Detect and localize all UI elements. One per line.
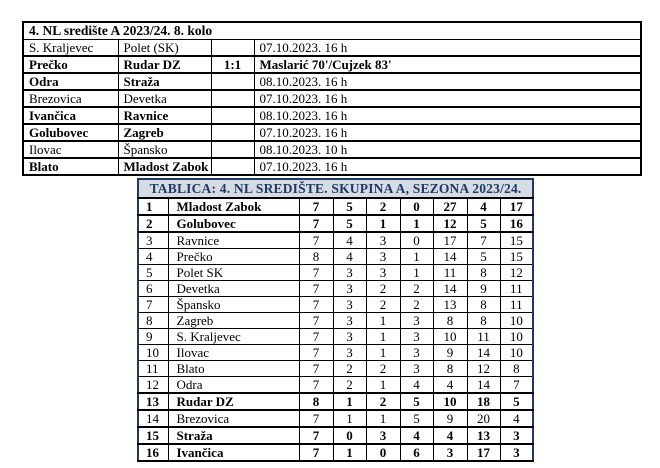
fixture-away-team: Rudar DZ (118, 56, 211, 73)
standings-points: 10 (500, 329, 533, 345)
standings-draws: 1 (366, 215, 400, 232)
standings-games-played: 7 (299, 377, 333, 394)
standings-table-title: TABLICA: 4. NL SREDIŠTE. SKUPINA A, SEZONA 2023/24. (138, 179, 533, 198)
standings-draws: 2 (366, 393, 400, 410)
standings-draws: 3 (366, 232, 400, 249)
standings-goals-for: 9 (433, 410, 467, 427)
fixture-row (23, 124, 641, 141)
standings-games-played: 7 (299, 215, 333, 232)
standings-wins: 1 (333, 444, 366, 461)
standings-row (138, 393, 533, 410)
standings-wins: 2 (333, 361, 366, 377)
fixture-home-team: Prečko (23, 56, 118, 73)
standings-points: 10 (500, 313, 533, 329)
standings-wins: 3 (333, 297, 366, 313)
standings-goals-for: 8 (433, 361, 467, 377)
standings-points: 5 (500, 393, 533, 410)
standings-team-name: Straža (168, 427, 299, 444)
fixture-score (211, 107, 254, 124)
standings-rank: 4 (138, 249, 168, 265)
standings-losses: 3 (400, 313, 433, 329)
standings-rank: 10 (138, 345, 168, 361)
standings-rank: 16 (138, 444, 168, 461)
standings-losses: 6 (400, 444, 433, 461)
standings-goals-for: 4 (433, 377, 467, 394)
fixture-row (23, 90, 641, 107)
standings-wins: 3 (333, 345, 366, 361)
standings-points: 11 (500, 281, 533, 297)
standings-losses: 3 (400, 361, 433, 377)
standings-games-played: 7 (299, 361, 333, 377)
fixture-away-team: Ravnice (118, 107, 211, 124)
standings-rank: 1 (138, 198, 168, 215)
standings-games-played: 7 (299, 329, 333, 345)
standings-goals-for: 11 (433, 265, 467, 281)
standings-wins: 0 (333, 427, 366, 444)
standings-team-name: Rudar DZ (168, 393, 299, 410)
standings-wins: 1 (333, 393, 366, 410)
fixture-score (211, 73, 254, 90)
standings-goals-against: 9 (467, 281, 500, 297)
standings-wins: 3 (333, 265, 366, 281)
fixture-date-or-scorers: 08.10.2023. 16 h (254, 107, 641, 124)
fixture-away-team: Zagreb (118, 124, 211, 141)
standings-draws: 2 (366, 198, 400, 215)
standings-team-name: Blato (168, 361, 299, 377)
standings-goals-against: 8 (467, 297, 500, 313)
fixtures-table-header-row (23, 22, 641, 39)
standings-team-name: Špansko (168, 297, 299, 313)
standings-team-name: Brezovica (168, 410, 299, 427)
standings-goals-against: 5 (467, 215, 500, 232)
standings-losses: 3 (400, 329, 433, 345)
standings-rank: 3 (138, 232, 168, 249)
standings-row (138, 427, 533, 444)
standings-games-played: 7 (299, 265, 333, 281)
standings-rank: 5 (138, 265, 168, 281)
standings-goals-against: 13 (467, 427, 500, 444)
standings-games-played: 7 (299, 444, 333, 461)
standings-team-name: Devetka (168, 281, 299, 297)
standings-table (137, 178, 534, 462)
standings-team-name: Ilovac (168, 345, 299, 361)
fixture-home-team: Blato (23, 158, 118, 175)
standings-row (138, 410, 533, 427)
fixture-row (23, 39, 641, 56)
standings-team-name: Zagreb (168, 313, 299, 329)
standings-losses: 5 (400, 393, 433, 410)
standings-rank: 15 (138, 427, 168, 444)
standings-losses: 1 (400, 249, 433, 265)
standings-losses: 4 (400, 427, 433, 444)
standings-row (138, 377, 533, 394)
fixture-away-team: Straža (118, 73, 211, 90)
standings-goals-for: 10 (433, 393, 467, 410)
standings-row (138, 297, 533, 313)
standings-goals-against: 18 (467, 393, 500, 410)
standings-games-played: 7 (299, 427, 333, 444)
standings-games-played: 7 (299, 198, 333, 215)
standings-goals-against: 14 (467, 345, 500, 361)
standings-draws: 3 (366, 249, 400, 265)
fixture-score (211, 39, 254, 56)
fixture-home-team: Ilovac (23, 141, 118, 158)
standings-losses: 4 (400, 377, 433, 394)
standings-goals-against: 8 (467, 313, 500, 329)
standings-goals-for: 4 (433, 427, 467, 444)
standings-draws: 1 (366, 313, 400, 329)
standings-goals-for: 14 (433, 281, 467, 297)
standings-goals-for: 17 (433, 232, 467, 249)
standings-team-name: Odra (168, 377, 299, 394)
standings-team-name: Polet SK (168, 265, 299, 281)
standings-goals-for: 13 (433, 297, 467, 313)
standings-goals-against: 4 (467, 198, 500, 215)
standings-points: 12 (500, 265, 533, 281)
standings-goals-against: 17 (467, 444, 500, 461)
standings-wins: 3 (333, 281, 366, 297)
fixture-home-team: Golubovec (23, 124, 118, 141)
standings-points: 7 (500, 377, 533, 394)
fixture-row (23, 56, 641, 73)
standings-games-played: 8 (299, 249, 333, 265)
standings-games-played: 7 (299, 297, 333, 313)
standings-wins: 4 (333, 232, 366, 249)
standings-rank: 9 (138, 329, 168, 345)
fixture-date-or-scorers: 07.10.2023. 16 h (254, 124, 641, 141)
fixture-away-team: Mladost Zabok (118, 158, 211, 175)
standings-draws: 1 (366, 345, 400, 361)
standings-games-played: 7 (299, 410, 333, 427)
standings-games-played: 7 (299, 281, 333, 297)
standings-draws: 1 (366, 329, 400, 345)
standings-points: 3 (500, 427, 533, 444)
fixture-date-or-scorers: 07.10.2023. 16 h (254, 90, 641, 107)
standings-losses: 2 (400, 297, 433, 313)
fixture-home-team: Odra (23, 73, 118, 90)
fixture-row (23, 73, 641, 90)
standings-team-name: Mladost Zabok (168, 198, 299, 215)
fixture-away-team: Polet (SK) (118, 39, 211, 56)
standings-team-name: Golubovec (168, 215, 299, 232)
fixture-home-team: Ivančica (23, 107, 118, 124)
standings-losses: 1 (400, 215, 433, 232)
standings-draws: 3 (366, 265, 400, 281)
standings-goals-against: 12 (467, 361, 500, 377)
standings-points: 10 (500, 345, 533, 361)
standings-draws: 1 (366, 410, 400, 427)
standings-goals-against: 7 (467, 232, 500, 249)
standings-points: 3 (500, 444, 533, 461)
standings-row (138, 361, 533, 377)
standings-losses: 3 (400, 345, 433, 361)
standings-wins: 5 (333, 198, 366, 215)
standings-goals-against: 14 (467, 377, 500, 394)
standings-goals-against: 8 (467, 265, 500, 281)
standings-goals-for: 10 (433, 329, 467, 345)
standings-goals-for: 14 (433, 249, 467, 265)
standings-points: 17 (500, 198, 533, 215)
standings-rank: 2 (138, 215, 168, 232)
standings-goals-for: 12 (433, 215, 467, 232)
standings-losses: 0 (400, 198, 433, 215)
fixture-date-or-scorers: 08.10.2023. 10 h (254, 141, 641, 158)
fixtures-table-title: 4. NL središte A 2023/24. 8. kolo (23, 22, 641, 39)
fixture-row (23, 141, 641, 158)
fixture-score: 1:1 (211, 56, 254, 73)
standings-points: 8 (500, 361, 533, 377)
fixture-date-or-scorers: Maslarić 70'/Cujzek 83' (254, 56, 641, 73)
standings-row (138, 329, 533, 345)
standings-wins: 3 (333, 329, 366, 345)
standings-team-name: Ravnice (168, 232, 299, 249)
standings-row (138, 215, 533, 232)
standings-row (138, 313, 533, 329)
standings-rank: 12 (138, 377, 168, 394)
standings-draws: 2 (366, 297, 400, 313)
standings-goals-for: 27 (433, 198, 467, 215)
standings-rank: 6 (138, 281, 168, 297)
fixture-away-team: Špansko (118, 141, 211, 158)
standings-points: 16 (500, 215, 533, 232)
standings-losses: 0 (400, 232, 433, 249)
standings-goals-against: 5 (467, 249, 500, 265)
standings-row (138, 232, 533, 249)
standings-wins: 1 (333, 410, 366, 427)
standings-draws: 3 (366, 427, 400, 444)
fixture-score (211, 124, 254, 141)
standings-row (138, 345, 533, 361)
standings-losses: 1 (400, 265, 433, 281)
fixture-home-team: S. Kraljevec (23, 39, 118, 56)
standings-table-header-row (138, 179, 533, 198)
standings-team-name: S. Kraljevec (168, 329, 299, 345)
standings-row (138, 249, 533, 265)
standings-games-played: 7 (299, 313, 333, 329)
standings-points: 4 (500, 410, 533, 427)
fixture-row (23, 107, 641, 124)
standings-goals-for: 9 (433, 345, 467, 361)
standings-goals-for: 8 (433, 313, 467, 329)
standings-wins: 5 (333, 215, 366, 232)
standings-games-played: 8 (299, 393, 333, 410)
fixture-home-team: Brezovica (23, 90, 118, 107)
standings-points: 15 (500, 232, 533, 249)
fixture-row (23, 158, 641, 175)
standings-goals-against: 11 (467, 329, 500, 345)
standings-points: 11 (500, 297, 533, 313)
standings-rank: 7 (138, 297, 168, 313)
standings-games-played: 7 (299, 232, 333, 249)
standings-games-played: 7 (299, 345, 333, 361)
standings-draws: 0 (366, 444, 400, 461)
standings-row (138, 444, 533, 461)
standings-team-name: Ivančica (168, 444, 299, 461)
standings-rank: 13 (138, 393, 168, 410)
fixture-date-or-scorers: 07.10.2023. 16 h (254, 39, 641, 56)
standings-draws: 1 (366, 377, 400, 394)
standings-wins: 4 (333, 249, 366, 265)
fixture-score (211, 141, 254, 158)
fixtures-table (22, 21, 642, 176)
standings-rank: 11 (138, 361, 168, 377)
fixture-score (211, 158, 254, 175)
fixture-away-team: Devetka (118, 90, 211, 107)
standings-team-name: Prečko (168, 249, 299, 265)
standings-goals-for: 3 (433, 444, 467, 461)
fixture-date-or-scorers: 08.10.2023. 16 h (254, 73, 641, 90)
standings-losses: 2 (400, 281, 433, 297)
standings-points: 15 (500, 249, 533, 265)
standings-wins: 3 (333, 313, 366, 329)
standings-goals-against: 20 (467, 410, 500, 427)
standings-draws: 2 (366, 281, 400, 297)
standings-row (138, 198, 533, 215)
fixture-score (211, 90, 254, 107)
standings-wins: 2 (333, 377, 366, 394)
fixture-date-or-scorers: 07.10.2023. 16 h (254, 158, 641, 175)
standings-rank: 8 (138, 313, 168, 329)
standings-losses: 5 (400, 410, 433, 427)
standings-row (138, 281, 533, 297)
standings-row (138, 265, 533, 281)
standings-rank: 14 (138, 410, 168, 427)
standings-draws: 2 (366, 361, 400, 377)
